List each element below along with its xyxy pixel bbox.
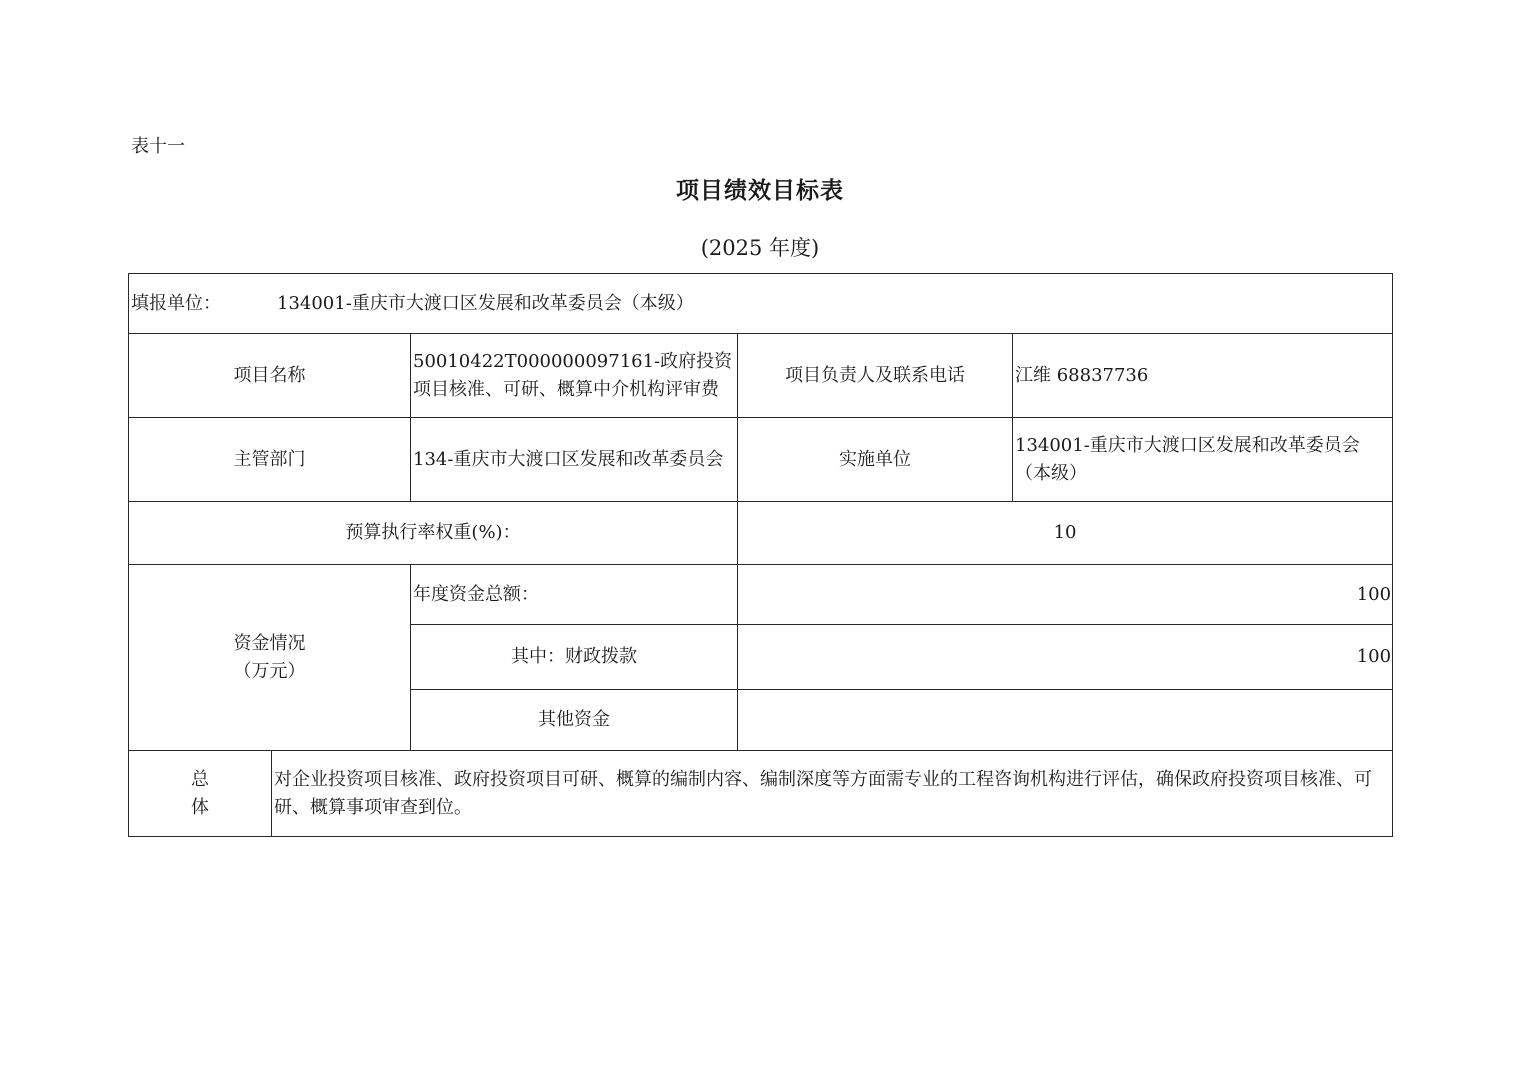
fiscal-label: 其中：财政拨款 bbox=[411, 625, 738, 690]
funds-label-line2: （万元） bbox=[233, 660, 306, 682]
project-name-label: 项目名称 bbox=[129, 334, 411, 418]
filler-row bbox=[129, 274, 1393, 334]
annual-total-value: 100 bbox=[738, 565, 1393, 625]
filler-cell bbox=[129, 274, 1393, 334]
project-name-row bbox=[129, 334, 1393, 418]
year-subtitle: (2025 年度) bbox=[700, 236, 820, 260]
overall-label-line1: 总 bbox=[191, 768, 209, 790]
budget-weight-value: 10 bbox=[738, 502, 1393, 565]
annual-total-row bbox=[129, 565, 1393, 625]
filler-value: 134001-重庆市大渡口区发展和改革委员会（本级） bbox=[277, 292, 694, 314]
funds-label bbox=[129, 565, 411, 751]
contact-value: 江维 68837736 bbox=[1013, 334, 1393, 418]
department-row bbox=[129, 418, 1393, 502]
other-funds-label: 其他资金 bbox=[411, 690, 738, 751]
overall-label-line2: 体 bbox=[191, 796, 209, 818]
funds-label-line1: 资金情况 bbox=[233, 632, 306, 654]
impl-value: 134001-重庆市大渡口区发展和改革委员会（本级） bbox=[1013, 418, 1393, 502]
performance-target-table bbox=[128, 273, 1393, 837]
page-title: 项目绩效目标表 bbox=[676, 177, 844, 204]
dept-label: 主管部门 bbox=[129, 418, 411, 502]
other-funds-value bbox=[738, 690, 1393, 751]
dept-value: 134-重庆市大渡口区发展和改革委员会 bbox=[411, 418, 738, 502]
fiscal-value: 100 bbox=[738, 625, 1393, 690]
budget-weight-label: 预算执行率权重(%)： bbox=[129, 502, 738, 565]
overall-label bbox=[129, 751, 272, 837]
overall-goal-text: 对企业投资项目核准、政府投资项目可研、概算的编制内容、编制深度等方面需专业的工程咨询机构进行评估，确保政府投资项目核准、可研、概算事项审查到位。 bbox=[272, 751, 1393, 837]
filler-label: 填报单位： bbox=[131, 292, 221, 314]
overall-goal-row bbox=[129, 751, 1393, 837]
annual-total-label: 年度资金总额： bbox=[411, 565, 738, 625]
project-name-value: 50010422T000000097161-政府投资项目核准、可研、概算中介机构评审费 bbox=[411, 334, 738, 418]
contact-label: 项目负责人及联系电话 bbox=[738, 334, 1013, 418]
table-number: 表十一 bbox=[131, 136, 185, 157]
impl-label: 实施单位 bbox=[738, 418, 1013, 502]
budget-weight-row bbox=[129, 502, 1393, 565]
